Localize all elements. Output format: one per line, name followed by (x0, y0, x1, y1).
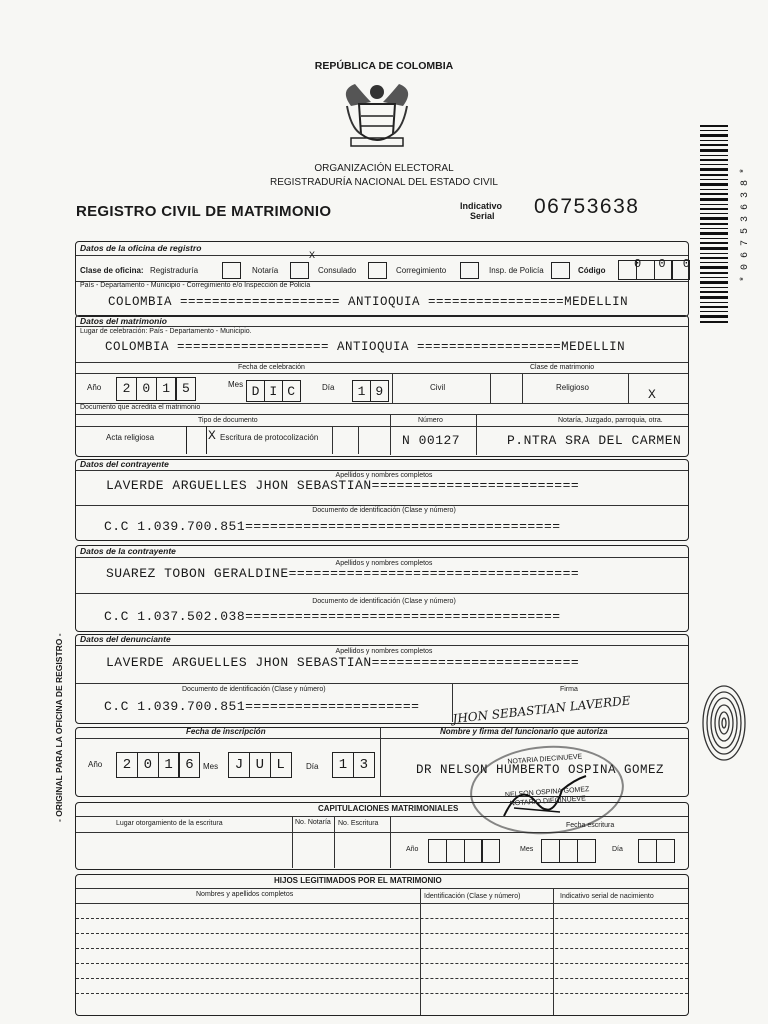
cap-mes-boxes (541, 839, 594, 863)
mes-boxes (246, 380, 299, 402)
inscripcion-dia-digit: 1 (332, 752, 354, 778)
cap-mes-label: Mes (520, 846, 534, 853)
inspeccion-checkbox[interactable] (551, 262, 570, 279)
divider (390, 816, 391, 868)
ano-boxes (116, 377, 195, 401)
fecha-celebracion-label: Fecha de celebración (238, 364, 305, 371)
fecha-escritura-label: Fecha escritura (566, 822, 615, 829)
mes-letter: D (246, 380, 265, 402)
denunciante-title: Datos del denunciante (80, 634, 171, 644)
inscripcion-ano-boxes (116, 752, 199, 778)
oficina-location-label: País - Departamento - Municipio - Corregimiento e/o Inspección de Policía (80, 282, 311, 289)
religioso-mark: X (648, 387, 656, 402)
table-row-divider (76, 963, 688, 964)
corregimiento-label: Corregimiento (396, 266, 447, 275)
capitulaciones-title: CAPITULACIONES MATRIMONIALES (318, 804, 459, 813)
barcode-icon (700, 125, 728, 325)
consulado-label: Consulado (318, 266, 357, 275)
mes-letter: C (282, 380, 301, 402)
inscripcion-ano-digit: 6 (178, 752, 200, 778)
consulado-checkbox[interactable] (368, 262, 387, 279)
notaria-value: P.NTRA SRA DEL CARMEN (507, 433, 682, 448)
ano-digit: 2 (116, 377, 137, 401)
divider (76, 888, 688, 889)
divider (553, 888, 554, 1015)
denunciante-nombres-value: LAVERDE ARGUELLES JHON SEBASTIAN========================= (106, 655, 580, 670)
indicativo-label: Indicativo (460, 201, 503, 211)
cap-dia-boxes (638, 839, 674, 863)
dia-digit: 1 (352, 380, 371, 402)
barcode-text: * 0 6 7 5 3 6 3 8 * (740, 167, 751, 283)
matrimonio-title: Datos del matrimonio (80, 316, 167, 326)
inscripcion-ano-label: Año (88, 760, 103, 769)
cap-dia-label: Día (612, 846, 623, 853)
contrayente-doc-label: Documento de identificación (Clase y número) (312, 507, 456, 514)
divider (76, 255, 688, 256)
divider (76, 816, 688, 817)
civil-label: Civil (430, 383, 446, 392)
escritura-label: Escritura de protocolización (220, 433, 319, 442)
divider (332, 426, 333, 454)
divider (76, 738, 688, 739)
coat-of-arms-icon (337, 76, 417, 156)
inscripcion-mes-letter: U (249, 752, 271, 778)
codigo-value: 0 0 0 (634, 257, 696, 271)
barcode (700, 125, 728, 325)
serial-number: 06753638 (534, 195, 640, 218)
inscripcion-mes-label: Mes (203, 762, 219, 771)
inscripcion-dia-label: Día (306, 762, 319, 771)
divider (522, 373, 523, 403)
lugar-otorgamiento-label: Lugar otorgamiento de la escritura (116, 820, 223, 827)
codigo-label: Código (578, 266, 606, 275)
contrayenta-title: Datos de la contrayente (80, 546, 176, 556)
hijos-col-nombres: Nombres y apellidos completos (196, 891, 294, 898)
serial-label: Serial (470, 211, 495, 221)
cap-ano-label: Año (406, 846, 419, 853)
divider (358, 426, 359, 454)
divider (292, 816, 293, 868)
ano-digit: 0 (136, 377, 157, 401)
dia-boxes (352, 380, 388, 402)
lugar-label: Lugar de celebración: País - Departamento - Municipio. (80, 328, 252, 335)
side-margin-text: - ORIGINAL PARA LA OFICINA DE REGISTRO - (54, 633, 64, 823)
divider (76, 373, 688, 374)
registraduria-checkbox[interactable] (222, 262, 241, 279)
divider (76, 683, 688, 684)
divider (334, 816, 335, 868)
org-registraduria: REGISTRADURÍA NACIONAL DEL ESTADO CIVIL (269, 177, 498, 188)
divider (628, 373, 629, 403)
hijos-title: HIJOS LEGITIMADOS POR EL MATRIMONIO (274, 876, 442, 885)
divider (476, 415, 477, 455)
no-notaria-label: No. Notaría (295, 819, 331, 826)
table-row-divider (76, 993, 688, 994)
notaria-label: Notaría (252, 266, 279, 275)
dia-label: Día (322, 383, 335, 392)
table-row-divider (76, 918, 688, 919)
denunciante-doc-value: C.C 1.039.700.851===================== (104, 699, 420, 714)
clase-matrimonio-label: Clase de matrimonio (530, 364, 595, 371)
divider (76, 645, 688, 646)
escritura-mark: X (208, 428, 216, 443)
cap-ano-boxes (428, 839, 499, 863)
tipo-documento-label: Tipo de documento (198, 417, 258, 424)
inscripcion-mes-letter: J (228, 752, 250, 778)
ano-label: Año (87, 383, 102, 392)
table-row-divider (76, 978, 688, 979)
numero-value: N 00127 (402, 433, 461, 448)
religioso-label: Religioso (556, 383, 589, 392)
divider (76, 362, 688, 363)
contrayente-nombres-value: LAVERDE ARGUELLES JHON SEBASTIAN========================= (106, 478, 580, 493)
notaria-mark: X (309, 251, 316, 262)
mes-letter: I (264, 380, 283, 402)
country-title: REPÚBLICA DE COLOMBIA (314, 60, 454, 72)
stamp-line1: NOTARIA DIECINUEVE (507, 753, 583, 766)
notaria-checkbox[interactable] (290, 262, 309, 279)
hijos-col-identificacion: Identificación (Clase y número) (424, 893, 521, 900)
inscripcion-dia-digit: 3 (353, 752, 375, 778)
inscripcion-dia-boxes (332, 752, 374, 778)
contrayente-nombres-label: Apellidos y nombres completos (335, 472, 433, 479)
ano-digit: 1 (156, 377, 177, 401)
inscripcion-ano-digit: 1 (158, 752, 180, 778)
divider (380, 728, 381, 796)
acta-religiosa-checkbox[interactable] (186, 426, 207, 454)
oficina-title: Datos de la oficina de registro (80, 243, 202, 253)
ano-digit: 5 (175, 377, 196, 401)
contrayenta-nombres-label: Apellidos y nombres completos (335, 560, 433, 567)
divider (76, 470, 688, 471)
inscripcion-ano-digit: 2 (116, 752, 138, 778)
table-row-divider (76, 948, 688, 949)
inscripcion-mes-letter: L (270, 752, 292, 778)
funcionario-label: Nombre y firma del funcionario que autoriza (440, 727, 608, 736)
divider (490, 373, 491, 403)
acta-religiosa-label: Acta religiosa (106, 433, 155, 442)
divider (420, 888, 421, 1015)
notaria-juzgado-label: Notaría, Juzgado, parroquia, otra. (558, 417, 663, 424)
page-title: REGISTRO CIVIL DE MATRIMONIO (76, 203, 332, 220)
inscripcion-mes-boxes (228, 752, 290, 778)
divider (76, 832, 688, 833)
stamp-line2: NELSON OSPINA GOMEZ (504, 786, 590, 799)
table-row-divider (76, 933, 688, 934)
mes-label: Mes (228, 380, 244, 389)
funcionario-value: DR NELSON HUMBERTO OSPINA GOMEZ (416, 763, 665, 777)
hijos-col-indicativo: Indicativo serial de nacimiento (560, 893, 654, 900)
inscripcion-ano-digit: 0 (137, 752, 159, 778)
denunciante-signature: JHON SEBASTIAN LAVERDE (451, 693, 632, 726)
org-electoral: ORGANIZACIÓN ELECTORAL (314, 163, 454, 174)
denunciante-nombres-label: Apellidos y nombres completos (335, 648, 433, 655)
inscripcion-title: Fecha de inscripción (186, 727, 266, 736)
divider (76, 414, 688, 415)
lugar-value: COLOMBIA =================== ANTIOQUIA ==================MEDELLIN (105, 340, 626, 354)
contrayenta-nombres-value: SUAREZ TOBON GERALDINE=================================== (106, 566, 580, 581)
no-escritura-label: No. Escritura (338, 820, 379, 827)
oficina-location-value: COLOMBIA ==================== ANTIOQUIA =================MEDELLIN (108, 295, 629, 309)
doc-acredita-label: Documento que acredita el matrimonio (80, 404, 201, 411)
denunciante-doc-label: Documento de identificación (Clase y número) (182, 686, 326, 693)
fingerprint-icon (700, 683, 748, 763)
numero-label: Número (418, 417, 443, 424)
inspeccion-label: Insp. de Policía (489, 266, 544, 275)
divider (76, 593, 688, 594)
contrayente-doc-value: C.C 1.039.700.851====================================== (104, 519, 561, 534)
corregimiento-checkbox[interactable] (460, 262, 479, 279)
divider (76, 326, 688, 327)
divider (76, 903, 688, 904)
contrayenta-doc-value: C.C 1.037.502.038====================================== (104, 609, 561, 624)
dia-digit: 9 (370, 380, 389, 402)
divider (392, 373, 393, 403)
divider (390, 415, 391, 455)
divider (76, 426, 688, 427)
contrayenta-doc-label: Documento de identificación (Clase y número) (312, 598, 456, 605)
divider (76, 557, 688, 558)
clase-oficina-label: Clase de oficina: (80, 266, 144, 275)
contrayente-title: Datos del contrayente (80, 459, 169, 469)
divider (76, 505, 688, 506)
registraduria-label: Registraduría (150, 266, 199, 275)
firma-label: Firma (560, 686, 578, 693)
stamp-line3: NOTARIO DIECINUEVE (509, 795, 587, 808)
